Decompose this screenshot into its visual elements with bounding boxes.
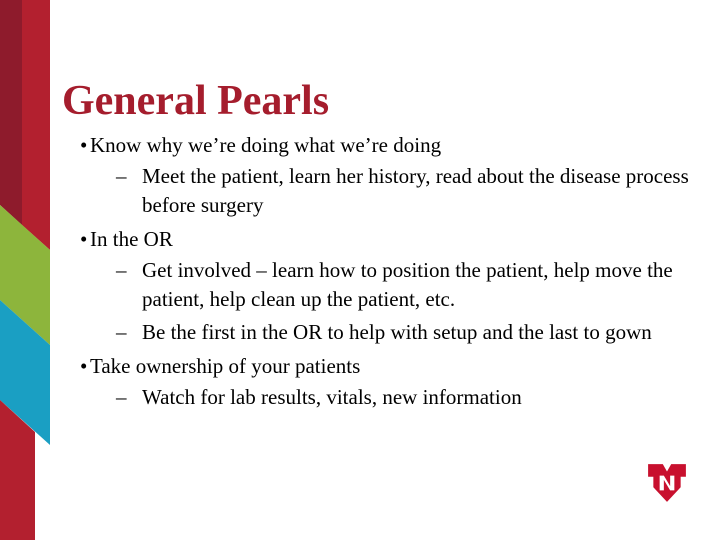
bullet-text: Know why we’re doing what we’re doing — [90, 133, 442, 157]
bullet-list — [80, 128, 700, 412]
sub-bullet-item — [80, 256, 700, 314]
decor-red-shape — [22, 0, 50, 250]
sub-bullet-item — [80, 318, 700, 347]
sub-bullet-item — [80, 162, 700, 220]
sub-bullet-marker: – — [116, 164, 127, 188]
sub-bullet-marker: – — [116, 385, 127, 409]
bullet-item — [80, 226, 700, 252]
side-decoration — [0, 0, 60, 540]
sub-bullet-text: Get involved – learn how to position the patient, help move the patient, help clean up the patient, etc. — [142, 258, 673, 311]
sub-bullet-item — [80, 383, 700, 412]
sub-bullet-text: Watch for lab results, vitals, new information — [142, 385, 522, 409]
bullet-marker: • — [80, 227, 88, 251]
decor-dark-red-shape — [0, 0, 22, 225]
sub-bullet-marker: – — [116, 320, 127, 344]
bullet-text: In the OR — [90, 227, 173, 251]
bullet-item — [80, 353, 700, 379]
bullet-text: Take ownership of your patients — [90, 354, 361, 378]
sub-bullet-text: Be the first in the OR to help with setup and the last to gown — [142, 320, 652, 344]
nebraska-medicine-logo-icon — [646, 462, 688, 504]
bullet-item — [80, 132, 700, 158]
bullet-marker: • — [80, 133, 88, 157]
sub-bullet-marker: – — [116, 258, 127, 282]
sub-bullet-text: Meet the patient, learn her history, read about the disease process before surgery — [142, 164, 689, 217]
slide-title: General Pearls — [62, 78, 330, 124]
bullet-marker: • — [80, 354, 88, 378]
